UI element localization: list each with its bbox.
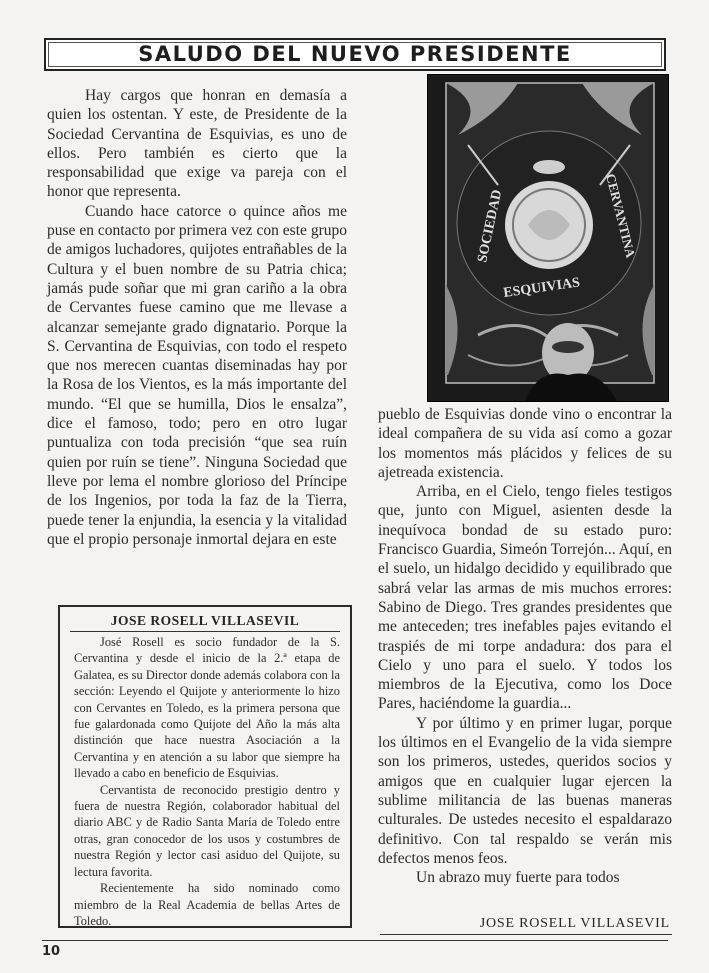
title-box — [44, 38, 666, 71]
article-paragraph: Hay cargos que honran en demasía a quien los ostentan. Y este, de Presidente de la Sociedad Cervantina de Esquivias, es uno de ellos. Pero también es cierto que la responsabilidad que exige va pareja con el honor que representa. — [47, 87, 347, 201]
author-bio-divider — [70, 631, 340, 632]
author-bio-title: JOSE ROSELL VILLASEVIL — [110, 613, 300, 628]
author-bio-paragraph: Cervantista de reconocido prestigio dentro y fuera de nuestra Región, colaborador habitual del diario ABC y de Radio Santa María de Toledo entre otras, gran conocedor de los usos y costumbres de nuestra Región y lector casi asiduo del Quijote, su lectura favorita. — [74, 782, 340, 879]
author-bio-box — [58, 605, 352, 928]
banner-text-left: SOCIEDAD — [475, 188, 506, 264]
banner-photo — [427, 74, 669, 402]
article-closing: Un abrazo muy fuerte para todos — [416, 869, 620, 887]
article-paragraph: pueblo de Esquivias donde vino o encontrar la ideal compañera de su vida así como a gozar los momentos más plácidos y felices de su ajetreada existencia. — [378, 406, 672, 481]
article-paragraph: Y por último y en primer lugar, porque los últimos en el Evangelio de la vida siempre son los primeros, ustedes, queridos socios y amigos que en cualquier lugar ejercen la sublime militancia de las buenas maneras culturales. De ustedes necesito el espaldarazo definitivo. Con tal respaldo se verán mis defectos menos feos. — [378, 714, 672, 867]
author-bio-paragraph: Recientemente ha sido nominado como miembro de la Real Academia de bellas Artes de Toledo. — [74, 881, 340, 928]
article-paragraph: Cuando hace catorce o quince años me puse en contacto por primera vez con este grupo de amigos luchadores, quijotes entrañables de la Cultura y el buen nombre de su Patria chica; jamás pude soñar que mi gran cariño a la obra de Cervantes fuese camino que me llevase a alcanzar semejante grado dignatario. Porque la S. Cervantina de Esquivias, con todo el respeto que nos merecen cuantas diseminadas hay por la Rosa de los Vientos, es la más importante del mundo. “El que se humilla, Dios le ensalza”, dice el famoso, todo; pero en otro lugar puntualiza con toda precisión “que sea ruín quien por ruín se tiene”. Ninguna Sociedad que lleve por lema el nombre glorioso del Príncipe de los Ingenios, por toda la faz de la Tierra, puede tener la enjundia, la esencia y la vitalidad que el propio personaje inmortal dejara en este — [47, 202, 347, 548]
page-title: SALUDO DEL NUEVO PRESIDENTE — [138, 42, 572, 66]
author-bio-paragraph: José Rosell es socio fundador de la S. Cervantina y desde el inicio de la 2.ª etapa de Galatea, es su Director donde además colabora con la sección: Leyendo el Quijote y anteriormente lo hizo con Cervantes en Toledo, es la primera persona que fue galardonada como Quijote del Año la más alta distinción que hace nuestra Asociación a la Cervantina y en atención a su labor que siempre ha llevado a cabo en beneficio de Esquivias. — [74, 635, 340, 781]
signature-divider — [380, 934, 672, 935]
page-number: 10 — [42, 944, 61, 959]
banner-text-bottom: ESQUIVIAS — [502, 275, 581, 301]
footer-divider — [42, 940, 668, 941]
banner-text-right: CERVANTINA — [603, 172, 639, 260]
banner-photo-image — [428, 75, 669, 402]
article-left-column — [47, 86, 347, 549]
author-signature: JOSE ROSELL VILLASEVIL — [479, 916, 670, 931]
article-paragraph: Arriba, en el Cielo, tengo fieles testigos que, junto con Miguel, asienten desde la inequívoca bondad de su estado puro: Francisco Guardia, Simeón Torrejón... Aquí, en el suelo, un hidalgo decidido y equilibrado que sabrá velar las armas de mis muchos errores: Sabino de Diego. Tres grandes presidentes que me anteceden; tres inefables pajes evitando el traspiés de mi torpe andadura: dos para el Cielo y uno para el suelo. Y todos los miembros de la Ejecutiva, como los Doce Pares, haciéndome la guardia... — [378, 483, 672, 713]
article-right-column — [378, 405, 672, 887]
author-bio-body — [74, 634, 340, 929]
